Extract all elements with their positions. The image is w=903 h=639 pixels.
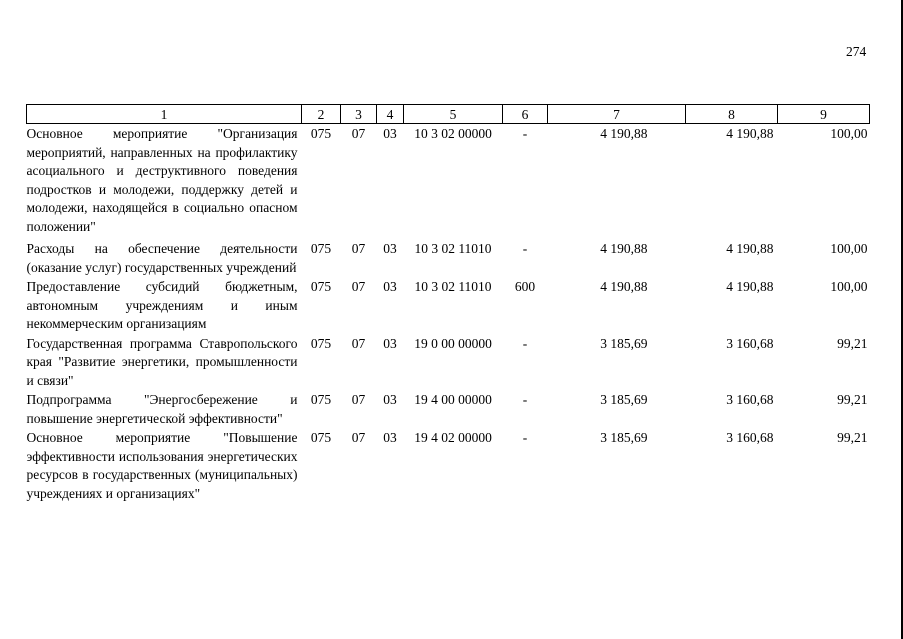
cell-executed: 3 160,68 [726, 335, 774, 351]
cell-target-article: 10 3 02 11010 [414, 241, 492, 256]
cell-section: 07 [351, 430, 366, 445]
cell-subsection: 03 [383, 279, 397, 294]
cell-subsection: 03 [383, 335, 397, 351]
budget-table [26, 104, 870, 503]
cell-expense-type: - [522, 430, 528, 445]
cell-section: 07 [351, 392, 366, 407]
cell-target-article: 19 4 02 00000 [414, 430, 492, 445]
cell-target-article: 10 3 02 00000 [414, 126, 492, 141]
row-description: Государственная программа Ставропольского края "Развитие энергетики, промышленности и связи" [26, 335, 298, 388]
cell-subsection: 03 [383, 126, 397, 141]
cell-subsection: 03 [383, 392, 397, 407]
table-row [27, 334, 870, 391]
cell-target-article: 19 4 00 00000 [414, 392, 492, 407]
cell-planned: 3 185,69 [600, 430, 648, 445]
column-header: 5 [404, 105, 503, 124]
cell-expense-type: - [522, 335, 528, 351]
cell-expense-type: - [522, 126, 528, 141]
cell-code: 075 [310, 126, 332, 141]
cell-subsection: 03 [383, 430, 397, 445]
cell-code: 075 [310, 279, 332, 294]
table-row [27, 390, 870, 428]
cell-executed: 4 190,88 [726, 126, 774, 141]
cell-percent: 100,00 [830, 279, 868, 294]
row-description: Основное мероприятие "Повышение эффективности использования энергетических ресурсов в государственных (муниципальных) учреждениях и организациях" [26, 430, 298, 501]
row-description: Основное мероприятие "Организация мероприятий, направленных на профилактику асоциального и деструктивного поведения подростков и молодежи, поддержку детей и молодежи, находящейся в социально опасном положении" [26, 126, 298, 234]
cell-percent: 99,21 [837, 335, 868, 351]
column-header: 6 [503, 105, 548, 124]
cell-code: 075 [310, 241, 332, 256]
row-description: Расходы на обеспечение деятельности (оказание услуг) государственных учреждений [26, 241, 298, 275]
cell-executed: 4 190,88 [726, 279, 774, 294]
column-header: 8 [686, 105, 778, 124]
table-row [27, 277, 870, 334]
cell-expense-type: - [522, 392, 528, 407]
row-description: Предоставление субсидий бюджетным, автономным учреждениям и иным некоммерческим организациям [26, 279, 298, 331]
column-header: 7 [548, 105, 686, 124]
cell-expense-type: 600 [514, 279, 536, 294]
column-header: 2 [302, 105, 341, 124]
cell-code: 075 [310, 335, 332, 351]
column-header: 9 [778, 105, 870, 124]
cell-executed: 3 160,68 [726, 430, 774, 445]
cell-target-article: 10 3 02 11010 [414, 279, 492, 294]
page-number: 274 [846, 44, 867, 59]
column-header: 3 [341, 105, 377, 124]
cell-section: 07 [351, 126, 366, 141]
cell-code: 075 [310, 430, 332, 445]
cell-planned: 4 190,88 [600, 279, 648, 294]
cell-target-article: 19 0 00 00000 [414, 335, 492, 351]
cell-percent: 100,00 [830, 241, 868, 256]
table-row [27, 124, 870, 240]
cell-subsection: 03 [383, 241, 397, 256]
table-row [27, 239, 870, 277]
column-header: 4 [377, 105, 404, 124]
row-description: Подпрограмма "Энергосбережение и повышение энергетической эффективности" [26, 392, 298, 426]
cell-percent: 99,21 [837, 430, 868, 445]
column-header: 1 [27, 105, 302, 124]
cell-percent: 99,21 [837, 392, 868, 407]
cell-code: 075 [310, 392, 332, 407]
cell-planned: 4 190,88 [600, 126, 648, 141]
cell-section: 07 [351, 335, 366, 351]
cell-executed: 3 160,68 [726, 392, 774, 407]
cell-planned: 4 190,88 [600, 241, 648, 256]
cell-percent: 100,00 [830, 126, 868, 141]
cell-planned: 3 185,69 [600, 335, 648, 351]
table-row [27, 428, 870, 503]
cell-planned: 3 185,69 [600, 392, 648, 407]
cell-executed: 4 190,88 [726, 241, 774, 256]
header-row [27, 105, 870, 124]
cell-expense-type: - [522, 241, 528, 256]
cell-section: 07 [351, 241, 366, 256]
cell-section: 07 [351, 279, 366, 294]
